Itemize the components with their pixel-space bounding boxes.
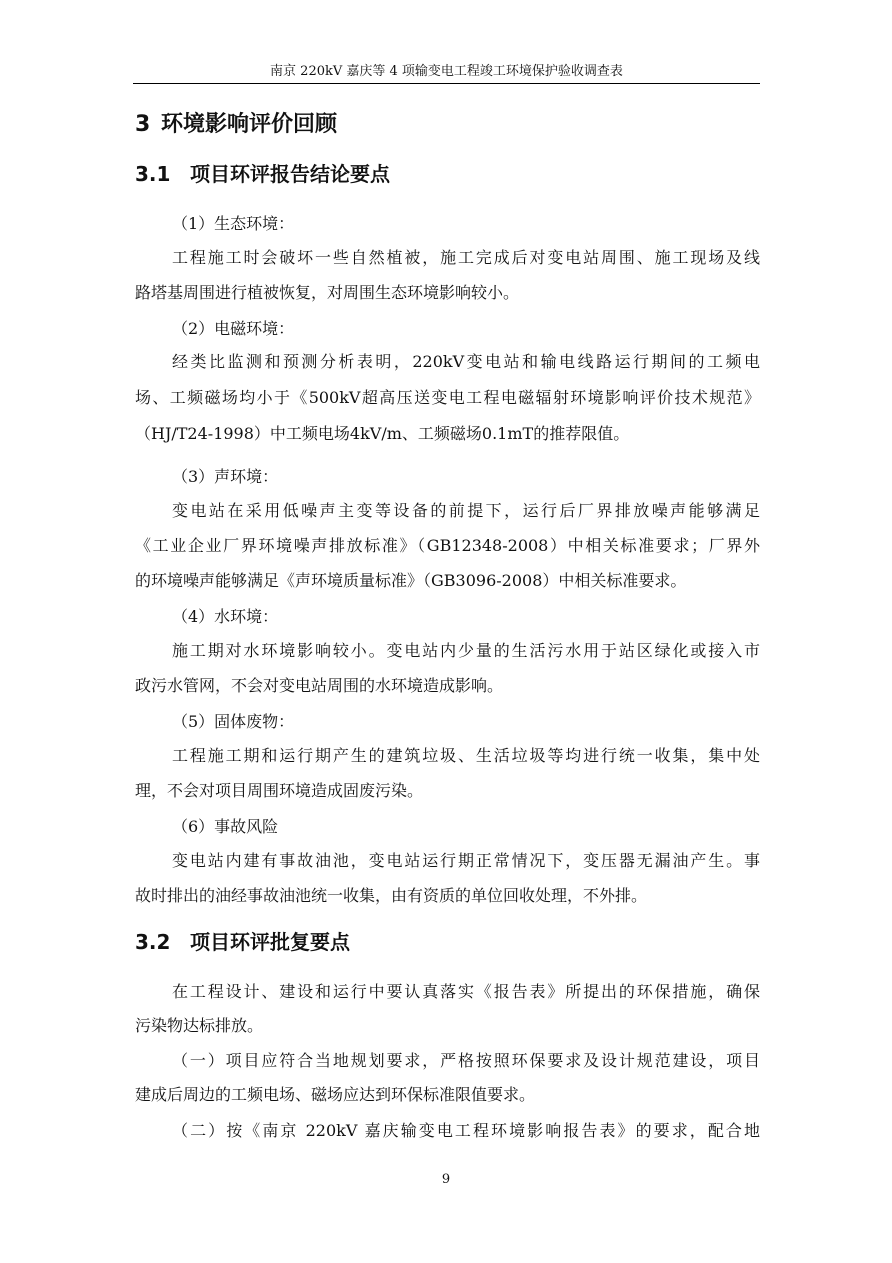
item-2-label: （2）电磁环境： bbox=[172, 319, 295, 338]
item-6-line-1: 变电站内建有事故油池，变电站运行期正常情况下，变压器无漏油产生。事 bbox=[172, 851, 760, 870]
approval-para-3-line-1: （二）按《南京 220kV 嘉庆输变电工程环境影响报告表》的要求，配合地 bbox=[172, 1121, 760, 1140]
section-3-1-number: 3.1 bbox=[135, 162, 171, 186]
page-header bbox=[133, 63, 760, 84]
section-3-heading bbox=[135, 110, 337, 140]
section-3-1-heading bbox=[135, 160, 390, 188]
item-4-label: （4）水环境： bbox=[172, 607, 279, 626]
approval-para-1-line-1: 在工程设计、建设和运行中要认真落实《报告表》所提出的环保措施，确保 bbox=[172, 982, 760, 1001]
header-title: 南京 220kV 嘉庆等 4 项输变电工程竣工环境保护验收调查表 bbox=[270, 64, 623, 79]
item-1-line-1: 工程施工时会破坏一些自然植被，施工完成后对变电站周围、施工现场及线 bbox=[172, 248, 760, 267]
page-number: 9 bbox=[441, 1172, 451, 1187]
item-2-line-2: 场、工频磁场均小于《500kV超高压送变电工程电磁辐射环境影响评价技术规范》 bbox=[135, 388, 760, 407]
section-3-number: 3 bbox=[135, 112, 151, 137]
item-3-label: （3）声环境： bbox=[172, 467, 279, 486]
item-3-line-1: 变电站在采用低噪声主变等设备的前提下，运行后厂界排放噪声能够满足 bbox=[172, 501, 760, 520]
item-3-line-3: 的环境噪声能够满足《声环境质量标准》（GB3096-2008）中相关标准要求。 bbox=[135, 571, 687, 590]
approval-para-2-line-2: 建成后周边的工频电场、磁场应达到环保标准限值要求。 bbox=[135, 1085, 536, 1104]
item-2-line-1: 经类比监测和预测分析表明，220kV变电站和输电线路运行期间的工频电 bbox=[172, 352, 760, 371]
item-3-line-2: 《工业企业厂界环境噪声排放标准》（GB12348-2008）中相关标准要求；厂界外 bbox=[135, 536, 760, 555]
item-2-line-3: （HJ/T24-1998）中工频电场4kV/m、工频磁场0.1mT的推荐限值。 bbox=[135, 424, 630, 443]
item-4-line-2: 政污水管网，不会对变电站周围的水环境造成影响。 bbox=[135, 676, 504, 695]
item-1-line-2: 路塔基周围进行植被恢复，对周围生态环境影响较小。 bbox=[135, 283, 520, 302]
approval-para-1-line-2: 污染物达标排放。 bbox=[135, 1016, 264, 1035]
item-5-line-1: 工程施工期和运行期产生的建筑垃圾、生活垃圾等均进行统一收集，集中处 bbox=[172, 746, 760, 765]
section-3-2-heading bbox=[135, 928, 350, 956]
section-3-title: 环境影响评价回顾 bbox=[161, 112, 338, 137]
item-6-label: （6）事故风险 bbox=[172, 817, 279, 836]
section-3-2-number: 3.2 bbox=[135, 930, 171, 954]
section-3-1-title: 项目环评报告结论要点 bbox=[190, 162, 390, 186]
item-4-line-1: 施工期对水环境影响较小。变电站内少量的生活污水用于站区绿化或接入市 bbox=[172, 641, 760, 660]
item-5-line-2: 理，不会对项目周围环境造成固废污染。 bbox=[135, 781, 424, 800]
item-1-label: （1）生态环境： bbox=[172, 214, 295, 233]
item-5-label: （5）固体废物： bbox=[172, 712, 295, 731]
approval-para-2-line-1: （一）项目应符合当地规划要求，严格按照环保要求及设计规范建设，项目 bbox=[172, 1051, 760, 1070]
section-3-2-title: 项目环评批复要点 bbox=[190, 930, 350, 954]
item-6-line-2: 故时排出的油经事故油池统一收集，由有资质的单位回收处理，不外排。 bbox=[135, 886, 648, 905]
